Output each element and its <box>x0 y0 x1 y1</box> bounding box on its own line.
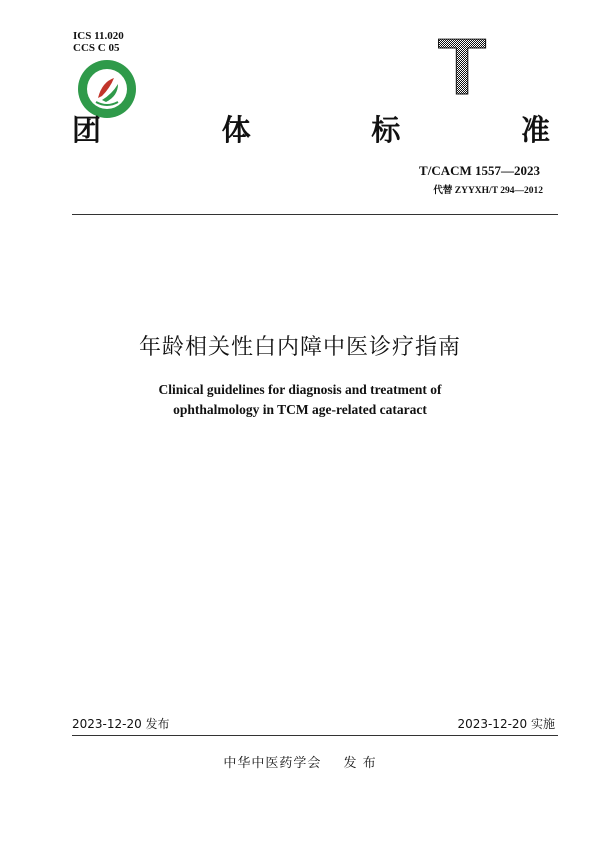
standard-letter-t <box>433 30 491 98</box>
classification-codes <box>73 30 124 54</box>
heading-char-2: 体 <box>221 113 251 147</box>
title-en-line-2: ophthalmology in TCM age-related cataract <box>173 402 427 417</box>
standard-letter-glyph: T <box>437 30 487 98</box>
ccs-code: CCS C 05 <box>73 42 120 54</box>
title-en-line-1: Clinical guidelines for diagnosis and treatment of <box>158 382 442 397</box>
document-title-en <box>0 380 600 420</box>
replaces-standard: 代替 ZYYXH/T 294—2012 <box>433 186 543 196</box>
standard-type-heading <box>72 108 550 148</box>
bottom-divider <box>72 735 558 736</box>
implement-date: 2023-12-20 实施 <box>457 717 555 731</box>
ics-code: ICS 11.020 <box>73 30 124 42</box>
heading-char-1: 团 <box>72 113 102 147</box>
heading-char-3: 标 <box>371 113 401 147</box>
heading-char-4: 准 <box>520 113 550 147</box>
document-title-cn: 年龄相关性白内障中医诊疗指南 <box>138 335 461 360</box>
issuer-line <box>0 752 600 771</box>
top-divider <box>72 214 558 215</box>
issuer-org: 中华中医药学会 <box>223 756 322 771</box>
publish-date: 2023-12-20 发布 <box>72 717 170 731</box>
issuer-action: 发 布 <box>343 756 377 771</box>
standard-number: T/CACM 1557—2023 <box>419 163 540 178</box>
